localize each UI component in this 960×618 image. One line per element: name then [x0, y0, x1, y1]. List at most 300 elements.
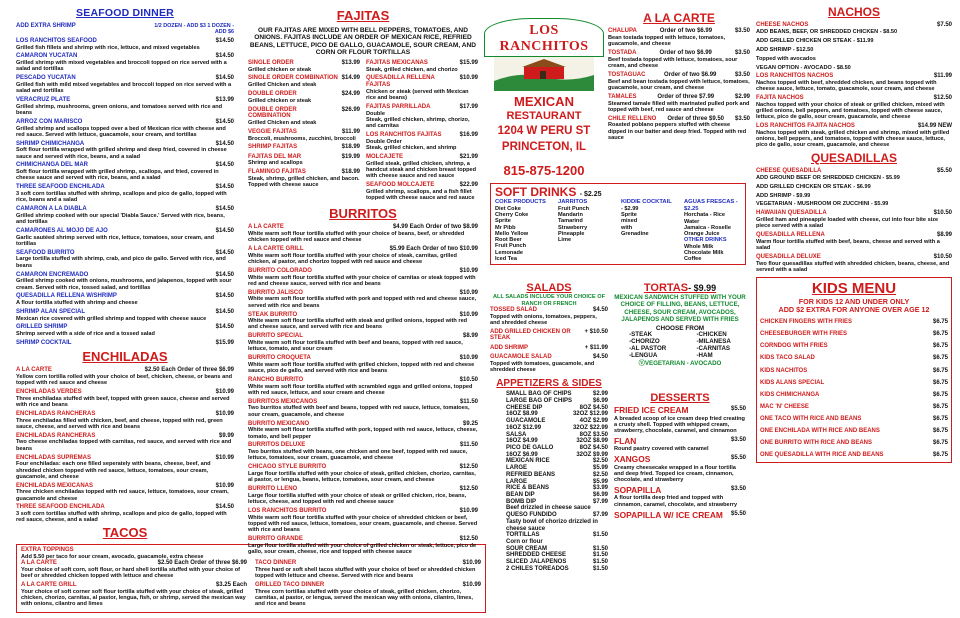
kids-item	[760, 331, 948, 338]
menu-item-name: ADD GRILLED CHICKEN OR STEAK	[490, 328, 571, 342]
appetizer-name: SMALL BAG OF CHIPS	[506, 391, 572, 398]
menu-item-name: SOPAPILLA	[614, 485, 662, 496]
menu-item	[16, 162, 234, 181]
menu-item-desc: Steak, shrimp, grilled chicken, and bacon. Topped with cheese sauce	[248, 175, 360, 189]
menu-item-desc: Yellow corn tortilla rolled with your choice of beef, chicken, cheese, or beans and topped with red sauce and cheese	[16, 374, 233, 387]
menu-item-desc: Beef and bean tostada topped with lettuce, tomatoes, guacamole, sour cream, and cheese	[608, 78, 750, 92]
menu-item	[16, 433, 234, 452]
menu-item-row	[16, 340, 234, 347]
appetizer-row	[506, 566, 608, 573]
tortas-option: -AL PASTOR	[629, 344, 667, 352]
menu-item-name: BURRITO GRANDE	[248, 535, 303, 542]
drinks-column	[495, 199, 552, 262]
menu-item-price: $15.99	[459, 59, 478, 66]
menu-item-name: SHRIMP CHIMICHANGA	[16, 140, 85, 147]
menu-item-price: $11.50	[459, 398, 478, 405]
enchiladas-list	[16, 367, 234, 523]
menu-item-desc: White warm soft flour tortilla stuffed with your choice of carnitas or steak topped with red and cheese sauce, served with rice and beans	[248, 274, 476, 287]
drink-item: Lemonade	[495, 249, 523, 256]
menu-item-row	[248, 333, 478, 340]
appetizer-row	[506, 398, 608, 405]
menu-item	[16, 340, 234, 347]
menu-item-row	[16, 433, 234, 440]
menu-item-desc: Steak, grilled chicken, and shrimp	[366, 144, 457, 151]
menu-item-name: LOS RANCHITOS NACHOS	[756, 73, 834, 80]
appetizer-name: Tasty bowl of chorizo drizzled in cheese sauce	[506, 518, 598, 532]
kids-item-price: $6.75	[932, 391, 948, 398]
drink-item: mixed	[621, 218, 638, 225]
menu-item-row	[248, 290, 478, 297]
menu-item-desc: White warm soft flour tortilla stuffed with your choice of beans, beef, or shredded chicken topped with red sauce and cheese	[248, 230, 465, 244]
menu-item	[248, 290, 478, 309]
menu-item	[16, 53, 234, 72]
menu-item	[366, 75, 478, 101]
appetizer-name: RICE & BEANS	[506, 485, 550, 492]
menu-item	[248, 75, 360, 88]
menu-item-extra: Order of three $7.99	[657, 93, 715, 100]
menu-item-row	[248, 91, 360, 98]
menu-item-price: $7.50	[936, 22, 952, 29]
kids-item-name: MAC 'N' CHEESE	[760, 403, 809, 410]
menu-item-desc: Soft flour tortilla wrapped with grilled shrimp, scallops, and fried, covered in cheese sauce and served with rice, beans, and a salad	[16, 169, 219, 182]
fajitas-title: FAJITAS	[336, 8, 390, 23]
menu-item-price: $26.99	[341, 106, 360, 113]
appetizers-section	[490, 378, 608, 573]
drinks-column-head: JARRITOS	[558, 199, 588, 206]
menu-item-price: $14.50	[215, 37, 234, 44]
menu-item-name: RANCHO BURRITO	[248, 376, 304, 383]
menu-item-price: $14.50	[215, 140, 234, 147]
menu-item-name: BURRITOS MEXICANOS	[248, 398, 318, 405]
appetizer-price: $5.99	[592, 465, 608, 472]
menu-item	[608, 72, 750, 91]
address-city: PRINCETON, IL	[501, 141, 587, 154]
taco-row	[21, 560, 247, 567]
menu-item-row	[16, 455, 234, 462]
menu-item	[248, 107, 360, 127]
menu-item	[756, 56, 952, 62]
menu-item-price: $10.99	[215, 454, 234, 461]
menu-item-name: CAMARON YUCATAN	[16, 53, 78, 60]
menu-item-price: $9.25	[462, 420, 478, 427]
menu-item-price: $11.50	[459, 442, 478, 449]
menu-item-row	[248, 355, 478, 362]
drinks-column	[621, 199, 678, 262]
menu-item-desc: Grilled shrimp, mushrooms, green onions, and tomatoes served with rice and beans	[16, 103, 223, 116]
menu-item-desc: Topped with avocados	[756, 55, 816, 62]
menu-item	[248, 536, 478, 555]
menu-item-row	[248, 268, 478, 275]
drink-item: Fruit Punch	[495, 243, 527, 250]
menu-item	[16, 228, 234, 247]
menu-item-row	[16, 162, 234, 169]
menu-item-desc: Garlic sautéed shrimp served with rice, lettuce, tomatoes, sour cream, and tortillas	[16, 234, 215, 247]
menu-item-name: BURRITO JALISCO	[248, 289, 303, 296]
menu-item-price: $5.50	[936, 168, 952, 175]
drink-item: Mandarin	[558, 212, 583, 219]
menu-item-desc: Round pastry covered with caramel	[614, 446, 709, 453]
menu-item	[16, 75, 234, 94]
menu-item-price: $10.99	[215, 410, 234, 417]
drink-item: Sprite	[621, 212, 637, 219]
menu-item-name: SEAFOOD MOLCAJETE	[366, 181, 435, 188]
kids-item-price: $6.75	[932, 355, 948, 362]
menu-item-row	[16, 184, 234, 191]
tortas-price: - $9.99	[688, 283, 717, 293]
drink-item: Grenadine	[621, 230, 649, 237]
appetizer-price: $1.50	[592, 545, 608, 552]
menu-item	[248, 129, 360, 142]
appetizer-name: QUESO FUNDIDO	[506, 512, 557, 519]
menu-item-row	[248, 421, 478, 428]
tortas-right	[696, 332, 730, 360]
appetizer-row	[506, 512, 608, 519]
menu-item	[16, 206, 234, 225]
menu-item-price: $10.99	[459, 75, 478, 82]
menu-item-price: $12.50	[459, 486, 478, 492]
menu-item-name: XANGOS	[614, 454, 651, 465]
menu-item-price: $14.50	[215, 162, 234, 169]
phone-number: 815-875-1200	[503, 162, 585, 178]
menu-item	[248, 144, 360, 151]
menu-item	[248, 60, 360, 73]
menu-item-price: $14.50	[215, 324, 234, 331]
menu-item-name: FAJITAS MEXICANAS	[366, 59, 428, 66]
menu-item	[16, 411, 234, 430]
menu-item-name: FRIED ICE CREAM	[614, 405, 689, 416]
appetizer-row	[506, 458, 608, 465]
menu-item	[16, 324, 234, 337]
extra-shrimp-price: 1/2 DOZEN - ADD $3 1 DOZEN - ADD $6	[154, 22, 234, 35]
menu-item-name: LOS RANCHITOS FAJITA NACHOS	[756, 123, 855, 130]
menu-item-name: BURRITO MEXICANO	[248, 420, 310, 427]
menu-item	[756, 65, 952, 71]
menu-item-price: $2.99	[734, 93, 750, 100]
menu-item	[248, 399, 478, 418]
menu-item-desc: Grilled shrimp, scallops, and a fish fillet topped with cheese sauce and red sauce	[366, 188, 475, 201]
menu-item-desc: Grilled shrimp cooked with onions, mushrooms, and jalapenos, topped with sour cream. Served with rice, tossed salad, and tortillas	[16, 278, 232, 291]
appetizer-row	[506, 445, 608, 452]
menu-item	[756, 47, 952, 53]
menu-item-extra: Order of two $6.99	[659, 28, 713, 35]
menu-item-row	[614, 437, 746, 446]
taco-price: $2.50 Each Order of three $6.99	[157, 559, 247, 566]
drinks-column-head: COKE PRODUCTS	[495, 199, 546, 206]
menu-item-price: $24.99	[341, 90, 360, 97]
menu-item-desc: Two burritos stuffed with beef and beans, topped with red sauce, lettuce, tomatoes, sour cream, guacamole, and cheese	[248, 405, 470, 418]
kids-item-name: KIDS CHIMICHANGA	[760, 391, 820, 398]
menu-item-price: $17.99	[459, 103, 478, 110]
menu-item-name: HAWAIIAN QUESADILLA	[756, 210, 827, 217]
menu-item-name: BURRITO SPECIAL	[248, 333, 303, 340]
restaurant-line1: MEXICAN	[514, 94, 574, 110]
menu-item-row	[608, 72, 750, 79]
menu-item-desc: VEGAN OPTION - AVOCADO - $8.50	[756, 64, 851, 71]
menu-item-desc: White warm soft flour tortilla stuffed with your choice of shredded chicken or beef, topped with red sauce, lettuce, tomatoes, sour cream, guacamole, and cheese. Served with rice and beans	[248, 514, 478, 534]
menu-item-name: A LA CARTE	[16, 367, 52, 374]
appetizer-name: MEXICAN RICE	[506, 458, 550, 465]
menu-item-name: CAMARON ENCREMADO	[16, 271, 89, 278]
menu-item-desc: Large flour tortilla stuffed with your choice of steak, grilled chicken, chorizo, carnitas, al pastor, or lengua, beans, lettuce, tomatoes, sour cream, and cheese	[248, 470, 476, 484]
menu-item-desc: Large tortilla stuffed with shrimp, crab, and pico de gallo. Served with rice, and beans	[16, 256, 226, 269]
kids-item-price: $6.75	[932, 343, 948, 350]
menu-item-row	[248, 154, 360, 161]
kids-item-name: ONE BURRITO WITH RICE AND BEANS	[760, 440, 873, 447]
kids-item-name: CORNDOG WITH FRIES	[760, 343, 828, 350]
appetizer-name: BEAN DIP	[506, 491, 535, 498]
salads-note: ALL SALADS INCLUDE YOUR CHOICE OF RANCH OR FRENCH	[493, 294, 605, 307]
menu-item-row	[248, 464, 478, 471]
alacarte-title: A LA CARTE	[643, 11, 715, 25]
menu-item-row	[756, 95, 952, 102]
column-fajitas-burritos	[244, 0, 484, 618]
menu-item-price: $5.50	[730, 406, 746, 413]
menu-item-row	[366, 182, 478, 189]
menu-item-name: CAMARON A LA DIABLA	[16, 206, 87, 213]
menu-item-row	[366, 60, 478, 67]
taco-item	[21, 560, 247, 579]
menu-item-row	[248, 486, 478, 493]
menu-item	[248, 508, 478, 533]
menu-item-name: CHEESE NACHOS	[756, 22, 809, 29]
menu-item	[756, 232, 952, 251]
menu-item-row	[248, 536, 478, 543]
menu-item-desc: Grilled steak, grilled chicken, shrimp, a handcut steak and chicken breast topped with cheese sauce and red sauce	[366, 160, 477, 180]
tortas-option: -CHORIZO	[629, 337, 660, 345]
menu-item-row	[248, 75, 360, 82]
menu-item-desc: Steak, grilled chicken, shrimp, chorizo, and carnitas	[366, 116, 470, 130]
menu-item-row	[16, 324, 234, 331]
menu-item-price: $10.99	[215, 389, 234, 396]
extra-toppings-desc: Add $.50 per taco for sour cream, avocado, guacamole, extra cheese	[21, 553, 204, 560]
taco-price: $10.99	[462, 581, 481, 588]
tortas-veg: VEGETARIAN - AVOCADO	[644, 359, 722, 367]
menu-item	[366, 182, 478, 201]
kids-item	[760, 440, 948, 447]
appetizer-row	[506, 418, 608, 425]
menu-item-row	[16, 272, 234, 279]
menu-item-desc: A flour tortilla deep fried and topped with cinnamon, caramel, chocolate, and strawberry	[614, 495, 738, 508]
appetizer-row	[506, 452, 608, 459]
menu-item-price: $14.50	[215, 118, 234, 125]
quesadillas-list	[756, 168, 952, 273]
menu-item-row	[490, 345, 608, 352]
kids-item-name: ONE QUESADILLA WITH RICE AND BEANS	[760, 452, 884, 459]
menu-item-name: ENCHILADAS RANCHERAS	[16, 410, 96, 417]
tortas-option: -MILANESA	[696, 337, 731, 345]
menu-item	[756, 184, 952, 190]
taco-item	[21, 582, 247, 607]
kids-item-price: $6.75	[932, 403, 948, 410]
menu-item-desc: ADD GROUND BEEF OR SHREDDED CHICKEN - $5.99	[756, 174, 900, 181]
appetizer-name: SALSA	[506, 431, 527, 438]
menu-item	[16, 272, 234, 291]
kids-item	[760, 404, 948, 411]
menu-item-row	[248, 144, 360, 151]
menu-item-price: $3.50	[730, 486, 746, 493]
drink-item: Mello Yellow	[495, 230, 529, 237]
menu-item-price: $18.99	[341, 169, 360, 176]
drink-item: OTHER DRINKS	[684, 237, 727, 244]
menu-item-price: $11.99	[341, 128, 360, 135]
menu-item-price: $10.99	[459, 507, 478, 514]
menu-item-desc: Grilled Chicken and steak	[248, 82, 317, 89]
menu-item-row	[756, 73, 952, 80]
appetizer-name: REFRIED BEANS	[506, 471, 556, 478]
menu-item-desc: Three enchiladas stuffed with beef, topped with green sauce, cheese and served with rice and beans	[16, 395, 230, 409]
appetizer-price: $1.50	[592, 532, 608, 539]
appetizer-price: $2.50	[592, 471, 608, 478]
menu-item-row	[614, 486, 746, 495]
appetizer-price: 32OZ $8.99	[576, 438, 608, 445]
kids-item-name: CHICKEN FINGERS WITH FRIES	[760, 319, 853, 326]
menu-item-name: VEGGIE FAJITAS	[248, 128, 297, 135]
appetizer-row	[506, 391, 608, 398]
menu-item	[608, 50, 750, 69]
menu-item-price: $3.50	[734, 50, 750, 57]
salads-title: SALADS	[526, 282, 572, 294]
kids-item-name: KIDS ALANS SPECIAL	[760, 379, 825, 386]
appetizer-price: $6.99	[592, 491, 608, 498]
salads-section	[490, 282, 608, 376]
menu-item-row	[16, 38, 234, 45]
vegetarian-icon: Ⓥ	[638, 359, 645, 367]
menu-item-desc: Two cheese enchiladas topped with carnitas, red sauce, and served with rice and beans	[16, 439, 232, 452]
menu-item-desc: Nachos topped with beef, shredded chicken, and beans topped with cheese sauce, lettuce, tomato, guacamole, sour cream, and cheese	[756, 80, 937, 93]
menu-item-name: QUESADILLA RELLENA W/SHRIMP	[16, 293, 117, 300]
drink-item: Root Beer	[495, 237, 522, 244]
menu-item-desc: Warm flour tortilla stuffed with beef, beans, cheese and served with a salad	[756, 238, 940, 252]
menu-item-name: SINGLE ORDER COMBINATION	[248, 75, 338, 82]
menu-item	[248, 224, 478, 243]
menu-item-name: SINGLE ORDER	[248, 59, 294, 66]
appetizer-row	[506, 485, 608, 492]
tortas-option: -CARNITAS	[696, 344, 731, 352]
menu-item	[16, 293, 234, 306]
menu-item-price: $3.50	[734, 115, 750, 122]
menu-item	[248, 268, 478, 287]
menu-item-name: QUESADILLA RELLENA	[756, 232, 825, 239]
drink-item: with	[621, 224, 633, 231]
menu-item-row	[490, 307, 608, 314]
appetizer-row	[506, 432, 608, 439]
fajitas-right	[366, 60, 478, 204]
menu-item-row	[248, 312, 478, 319]
menu-item-price: $4.99 Each Order of two $8.99	[392, 224, 478, 231]
kids-item	[760, 392, 948, 399]
drinks-price: - $2.25	[579, 191, 602, 198]
menu-item-desc: 3 soft corn tortillas stuffed with shrimp, scallops and pico de gallo, topped with rice, beans and a salad	[16, 191, 227, 204]
kids-item-name: KIDS NACHITOS	[760, 367, 808, 374]
menu-item-row	[248, 442, 478, 449]
quesadillas-title: QUESADILLAS	[810, 150, 897, 165]
menu-item-desc: Double Order	[366, 138, 402, 145]
desserts-list	[614, 406, 746, 520]
appetizer-name: 2 CHILES TOREADOS	[506, 565, 569, 572]
menu-item-price: $10.50	[933, 210, 952, 217]
kids-item-price: $6.75	[932, 319, 948, 326]
appetizer-row	[506, 539, 608, 546]
drink-item: Chocolate Milk	[684, 249, 724, 256]
menu-item-row	[756, 232, 952, 239]
menu-item-desc: Steamed tamale filled with marinated pulled pork and topped with beef, red sauce and cheese	[608, 100, 750, 113]
kids-item-price: $6.75	[932, 428, 948, 435]
drink-item: Mr Pibb	[495, 224, 516, 231]
appetizer-price: $2.99	[592, 391, 608, 398]
menu-item	[248, 355, 478, 374]
taco-name: TACO DINNER	[255, 559, 297, 566]
menu-item	[16, 119, 234, 138]
menu-item	[608, 116, 750, 141]
menu-item-row	[248, 169, 360, 176]
menu-item-desc: Grilled chicken or steak	[248, 97, 312, 104]
appetizer-price: 8OZ $4.50	[579, 404, 608, 411]
menu-item	[366, 132, 478, 151]
kids-sub1: FOR KIDS 12 AND UNDER ONLY	[798, 296, 910, 306]
menu-item-price: $10.99	[459, 289, 478, 296]
menu-item-price: $9.99	[218, 432, 234, 439]
menu-item-row	[366, 154, 478, 161]
menu-item-desc: Three enchiladas filled with chicken, beef, and cheese, topped with red, green sauce, cheese, and served with rice and beans	[16, 417, 223, 430]
restaurant-logo	[484, 2, 604, 178]
kids-item-price: $6.75	[932, 452, 948, 459]
menu-item-name: THREE SEAFOOD ENCHILADA	[16, 504, 105, 511]
menu-item	[490, 307, 608, 326]
menu-item-row	[366, 104, 478, 111]
menu-item-desc: Shrimp and scallops	[248, 160, 303, 167]
appetizer-price: $7.99	[592, 512, 608, 519]
menu-item-desc: Bean tostada topped with lettuce, tomatoes, guacamole, and cheese	[608, 35, 726, 48]
menu-item-name: SHRIMP ALAN SPECIAL	[16, 308, 86, 315]
drink-item: Horchata - Rice Water	[684, 212, 726, 225]
menu-item-name: TOSTAGUAC	[608, 72, 646, 79]
appetizer-name: 16OZ $12.99	[506, 424, 542, 431]
menu-item	[248, 464, 478, 483]
kids-item-price: $6.75	[932, 331, 948, 338]
appetizer-name: 16OZ $6.99	[506, 451, 538, 458]
drink-item: Whole Milk	[684, 243, 714, 250]
kids-item-name: ONE ENCHILADA WITH RICE AND BEANS	[760, 428, 880, 435]
menu-item	[614, 486, 746, 508]
menu-item-desc: Grilled shrimp cooked with our special 'Diabla Sauce.' Served with rice, beans, and tortillas	[16, 212, 225, 226]
menu-item-price: $22.99	[459, 181, 478, 188]
taco-name: A LA CARTE	[21, 559, 57, 566]
menu-item	[16, 38, 234, 51]
taco-desc: Your choice of soft corner soft flour tortilla stuffed with your choice of steak, grilled chicken, chorizo, carnitas, al pastor, lengua, fish, or shrimp, served the mexican way with onions, cilantro and limes	[21, 588, 246, 607]
menu-item-name: LOS RANCHITOS SEAFOOD	[16, 37, 97, 44]
menu-item-desc: Soft flour tortilla wrapped with grilled shrimp and deep fried, covered in cheese sauce and served with rice, beans, and a salad	[16, 147, 227, 160]
menu-item-price: $10.99	[215, 482, 234, 489]
menu-item	[756, 22, 952, 35]
menu-item-row	[248, 508, 478, 515]
kids-item-name: KIDS TACO SALAD	[760, 355, 815, 362]
tortas-option: -LENGUA	[629, 351, 658, 359]
menu-item-price: $12.50	[459, 464, 478, 471]
appetizer-name: BOMB DIP	[506, 498, 536, 505]
menu-item-price: $10.50	[459, 376, 478, 383]
kids-list	[760, 319, 948, 459]
menu-item-desc: White warm soft flour tortilla stuffed with pork and topped with red and cheese sauce, served with rice and beans	[248, 296, 477, 309]
appetizer-name: SHREDDED CHEESE	[506, 552, 567, 559]
menu-item	[756, 168, 952, 181]
menu-item-name: BURRITO COLORADO	[248, 267, 312, 274]
menu-item-row	[248, 246, 478, 253]
menu-item-desc: White warm soft flour tortilla stuffed with your choice of steak, carnitas, grilled chicken, al pastor, and chorizo topped with red sauce and cheese	[248, 252, 457, 266]
appetizer-row	[506, 472, 608, 479]
appetizer-price: $1.50	[592, 565, 608, 572]
tortas-option: -CHICKEN	[696, 330, 727, 338]
menu-item-desc: Large flour tortilla stuffed with your choice of grilled chicken or steak, lettuce, pico de gallo, sour cream, cheese, rice and topped with cheese sauce	[248, 542, 477, 555]
